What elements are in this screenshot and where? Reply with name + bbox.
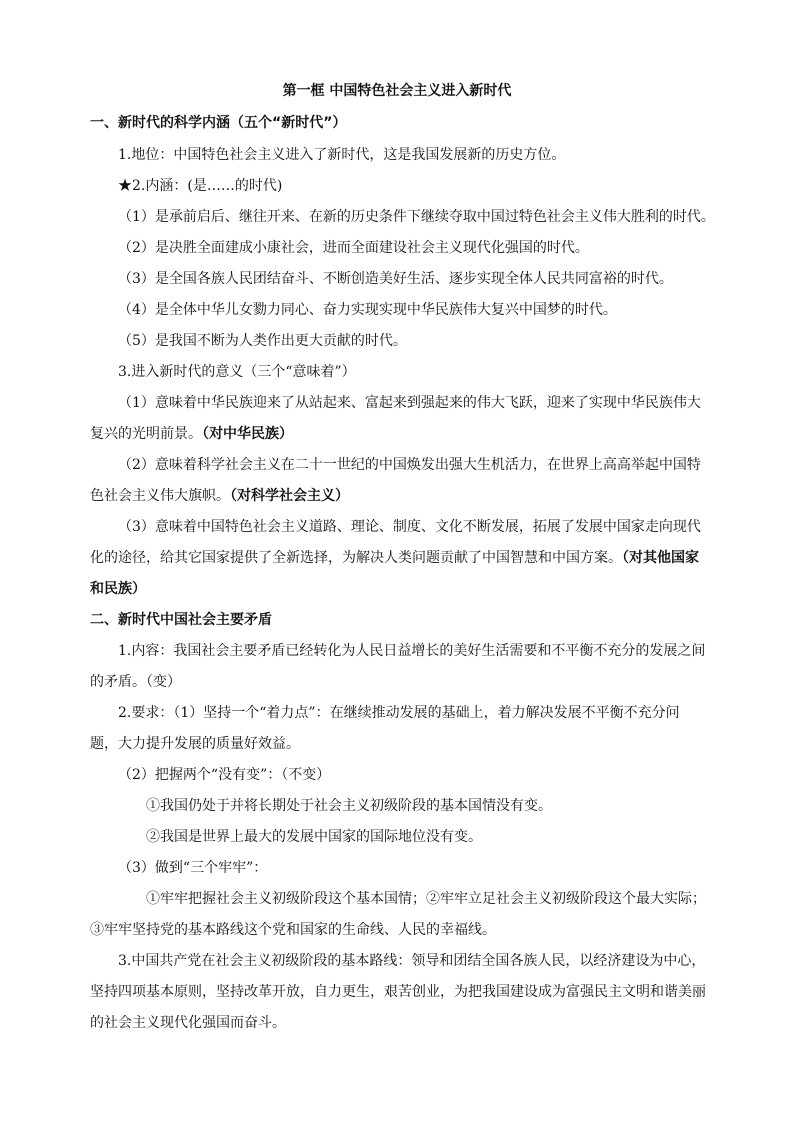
meaning-1-line-1: （1）意味着中华民族迎来了从站起来、富起来到强起来的伟大飞跃，迎来了实现中华民族伟大 (118, 395, 701, 411)
requirement-2: （2）把握两个“没有变”：（不变） (118, 767, 331, 783)
page-title: 第一框 中国特色社会主义进入新时代 (282, 83, 512, 99)
sec1-point-2: ★2.内涵：(是……的时代) (118, 178, 283, 194)
requirement-3-a: ①牢牢把握社会主义初级阶段这个基本国情；②牢牢立足社会主义初级阶段这个最大实际； (146, 891, 706, 907)
requirement-3-b: ③牢牢坚持党的基本路线这个党和国家的生命线、人民的幸福线。 (90, 922, 496, 938)
meaning-2-line-2 (90, 486, 794, 506)
meaning-2-line-1: （2）意味着科学社会主义在二十一世纪的中国焕发出强大生机活力，在世界上高高举起中国特 (118, 457, 701, 473)
connotation-item-4: （4）是全体中华儿女勠力同心、奋力实现实现中华民族伟大复兴中国梦的时代。 (118, 302, 617, 318)
sec1-point-1: 1.地位：中国特色社会主义进入了新时代，这是我国发展新的历史方位。 (118, 147, 566, 163)
meaning-3-tag-cont: 和民族） (90, 581, 146, 597)
meaning-3-line-1: （3）意味着中国特色社会主义道路、理论、制度、文化不断发展，拓展了发展中国家走向现代 (118, 519, 701, 535)
meaning-3-line-2 (90, 548, 794, 568)
requirement-2-b: ②我国是世界上最大的发展中国家的国际地位没有变。 (146, 829, 482, 845)
meaning-2-tag: （对科学社会主义） (230, 488, 349, 504)
basic-line-1: 3.中国共产党在社会主义初级阶段的基本路线：领导和团结全国各族人民，以经济建设为中心， (118, 953, 706, 969)
basic-line-2: 坚持四项基本原则，坚持改革开放，自力更生，艰苦创业，为把我国建设成为富强民主文明和谐美丽 (90, 984, 706, 1000)
requirement-3: （3）做到“三个牢牢”： (118, 860, 268, 876)
meaning-1-text: 复兴的光明前景。 (90, 426, 202, 442)
connotation-item-2: （2）是决胜全面建成小康社会，进而全面建设社会主义现代化强国的时代。 (118, 240, 589, 256)
meaning-3-text: 化的途径，给其它国家提供了全新选择，为解决人类问题贡献了中国智慧和中国方案。 (90, 550, 622, 566)
meaning-3-tag: （对其他国家 (622, 550, 699, 566)
sec1-point-3: 3.进入新时代的意义（三个“意味着”） (118, 364, 356, 380)
connotation-item-1: （1）是承前启后、继往开来、在新的历史条件下继续夺取中国过特色社会主义伟大胜利的时代。 (118, 209, 715, 225)
meaning-1-line-2 (90, 424, 794, 444)
section-1-heading: 一、新时代的科学内涵（五个“新时代”） (90, 115, 347, 131)
content-line-1: 1.内容：我国社会主要矛盾已经转化为人民日益增长的美好生活需要和不平衡不充分的发展之间 (118, 643, 706, 659)
connotation-item-5: （5）是我国不断为人类作出更大贡献的时代。 (118, 333, 407, 349)
section-2-heading: 二、新时代中国社会主要矛盾 (90, 612, 272, 628)
requirement-line-1: 2.要求：（1）坚持一个“着力点”：在继续推动发展的基础上，着力解决发展不平衡不充分问 (118, 705, 680, 721)
requirement-line-2: 题，大力提升发展的质量好效益。 (90, 736, 300, 752)
requirement-2-a: ①我国仍处于并将长期处于社会主义初级阶段的基本国情没有变。 (146, 798, 552, 814)
meaning-2-text: 色社会主义伟大旗帜。 (90, 488, 230, 504)
meaning-1-tag: （对中华民族） (202, 426, 293, 442)
basic-line-3: 的社会主义现代化强国而奋斗。 (90, 1015, 286, 1031)
content-line-2: 的矛盾。（变） (90, 674, 181, 690)
connotation-item-3: （3）是全国各族人民团结奋斗、不断创造美好生活、逐步实现全体人民共同富裕的时代。 (118, 271, 673, 287)
